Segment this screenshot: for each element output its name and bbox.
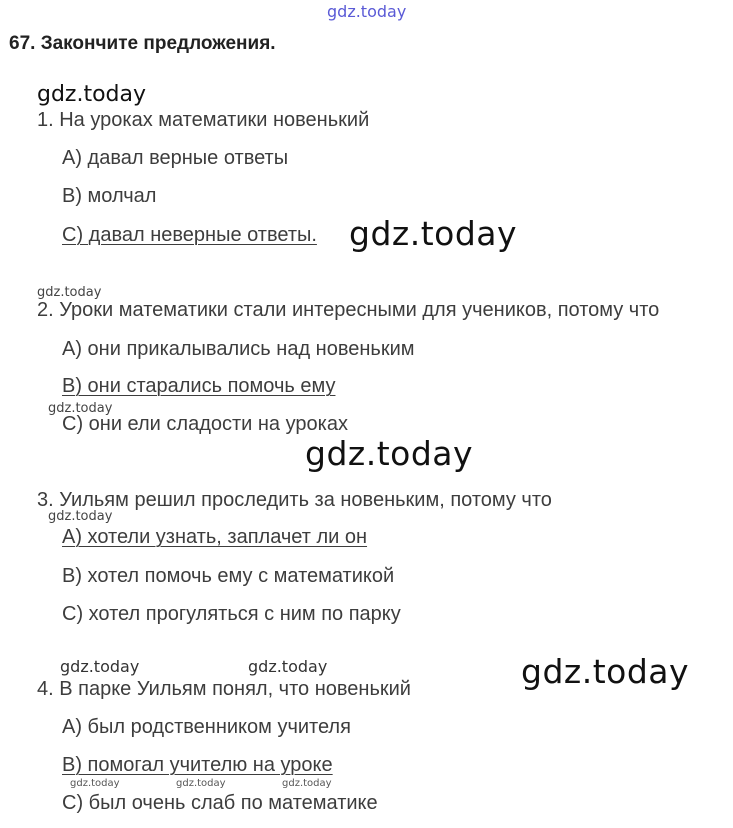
q3-option-c: C) хотел прогуляться с ним по парку <box>62 603 401 625</box>
watermark: gdz.today <box>48 401 113 416</box>
question-4: 4. В парке Уильям понял, что новенький <box>37 678 411 700</box>
watermark: gdz.today <box>37 82 147 107</box>
q1-option-b: B) молчал <box>62 185 157 207</box>
watermark-top: gdz.today <box>327 2 407 21</box>
watermark: gdz.today <box>176 778 226 789</box>
q3-option-a-answer: A) хотели узнать, заплачет ли он <box>62 526 368 548</box>
watermark: gdz.today <box>248 657 328 676</box>
watermark: gdz.today <box>282 778 332 789</box>
watermark: gdz.today <box>349 214 518 253</box>
q2-option-b-answer: B) они старались помочь ему <box>62 375 336 397</box>
watermark: gdz.today <box>48 509 113 524</box>
q2-option-a: A) они прикалывались над новеньким <box>62 338 415 360</box>
q4-option-a: A) был родственником учителя <box>62 716 351 738</box>
watermark: gdz.today <box>70 778 120 789</box>
watermark: gdz.today <box>37 285 102 300</box>
watermark: gdz.today <box>60 657 140 676</box>
q4-option-b-answer: B) помогал учителю на уроке <box>62 754 333 776</box>
q4-option-c: C) был очень слаб по математике <box>62 792 378 814</box>
q2-option-c: C) они ели сладости на уроках <box>62 413 348 435</box>
question-1: 1. На уроках математики новенький <box>37 109 370 131</box>
question-3: 3. Уильям решил проследить за новеньким, потому что <box>37 489 552 511</box>
q1-option-a: A) давал верные ответы <box>62 147 289 169</box>
task-title: 67. Закончите предложения. <box>9 33 276 54</box>
q1-option-c-answer: C) давал неверные ответы. <box>62 224 317 246</box>
question-2: 2. Уроки математики стали интересными для учеников, потому что <box>37 299 660 321</box>
q3-option-b: B) хотел помочь ему с математикой <box>62 565 395 587</box>
watermark: gdz.today <box>521 652 690 691</box>
watermark: gdz.today <box>305 434 474 473</box>
